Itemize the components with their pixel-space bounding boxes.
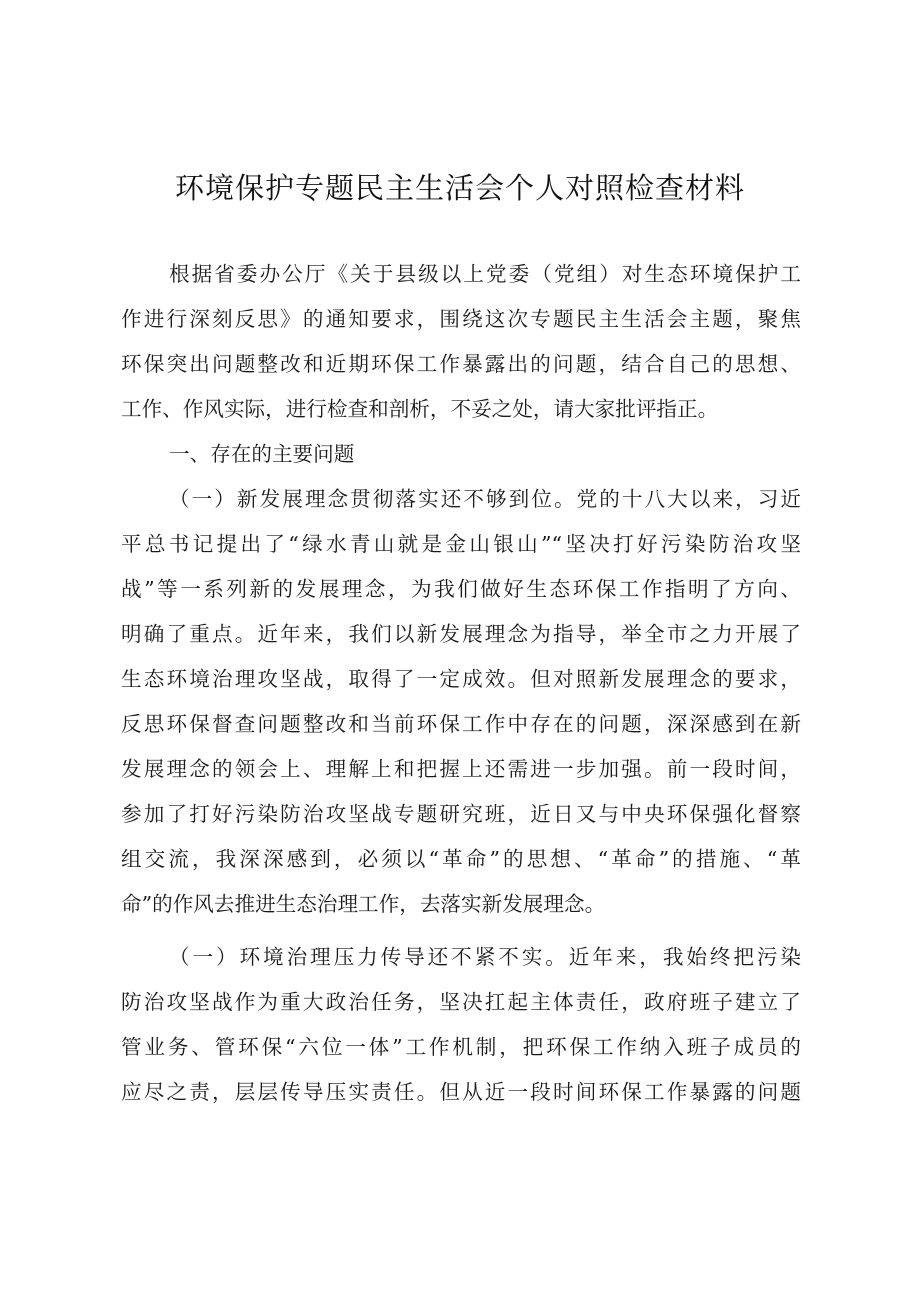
paragraph1-line: 反思环保督查问题整改和当前环保工作中存在的问题，深深感到在新 [121,712,801,736]
paragraph1-line: 战”等一系列新的发展理念，为我们做好生态环保工作指明了方向、 [121,577,801,601]
paragraph2-line: 管业务、管环保“六位一体”工作机制，把环保工作纳入班子成员的 [121,1035,801,1059]
paragraph1-line: （一）新发展理念贯彻落实还不够到位。党的十八大以来，习近 [169,487,801,511]
intro-line: 工作、作风实际，进行检查和剖析，不妥之处，请大家批评指正。 [121,397,719,421]
paragraph1-line: 平总书记提出了“绿水青山就是金山银山”“坚决打好污染防治攻坚 [121,532,801,556]
intro-line: 环保突出问题整改和近期环保工作暴露出的问题，结合自己的思想、 [121,352,801,376]
document-title: 环境保护专题民主生活会个人对照检查材料 [174,171,745,205]
paragraph1-line: 明确了重点。近年来，我们以新发展理念为指导，举全市之力开展了 [121,622,801,646]
intro-line: 作进行深刻反思》的通知要求，围绕这次专题民主生活会主题，聚焦 [121,307,801,331]
paragraph1-line: 生态环境治理攻坚战，取得了一定成效。但对照新发展理念的要求， [121,667,801,691]
paragraph2-line: 应尽之责，层层传导压实责任。但从近一段时间环保工作暴露的问题 [121,1080,801,1104]
paragraph2-line: 防治攻坚战作为重大政治任务，坚决扛起主体责任，政府班子建立了 [121,990,801,1014]
intro-line: 根据省委办公厅《关于县级以上党委（党组）对生态环境保护工 [169,262,801,286]
section-heading: 一、存在的主要问题 [169,442,355,466]
paragraph2-line: （一）环境治理压力传导还不紧不实。近年来，我始终把污染 [169,945,801,969]
paragraph1-line: 组交流，我深深感到，必须以“革命”的思想、“革命”的措施、“革 [121,847,801,871]
document-body [121,252,801,1115]
paragraph1-line: 发展理念的领会上、理解上和把握上还需进一步加强。前一段时间， [121,757,801,781]
paragraph1-line: 参加了打好污染防治攻坚战专题研究班，近日又与中央环保强化督察 [121,802,801,826]
paragraph1-line: 命”的作风去推进生态治理工作，去落实新发展理念。 [121,892,606,916]
paragraph-gap [121,927,801,935]
